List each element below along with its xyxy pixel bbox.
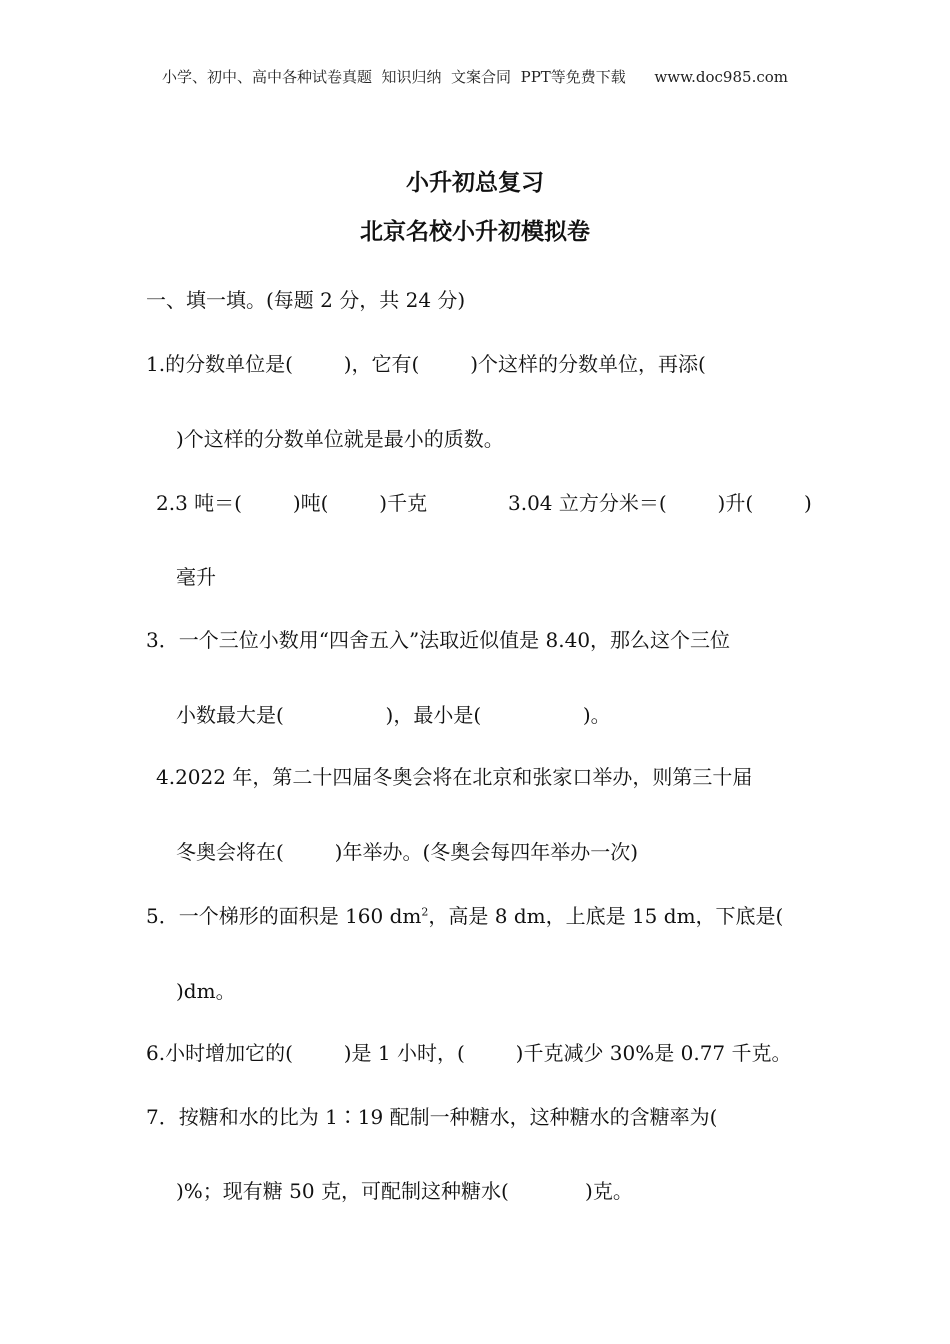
- question-7-line-2: )%；现有糖 50 克，可配制这种糖水( )克。: [176, 1179, 633, 1203]
- sub-title: 北京名校小升初模拟卷: [360, 219, 590, 245]
- question-4-line-1: 4.2022 年，第二十四届冬奥会将在北京和张家口举办，则第三十届: [156, 765, 753, 789]
- question-1-line-1: 1.的分数单位是( )，它有( )个这样的分数单位，再添(: [146, 352, 706, 376]
- squared-superscript: 2: [421, 905, 429, 919]
- main-title: 小升初总复习: [406, 170, 544, 196]
- question-2-right: 3.04 立方分米＝( )升( ): [508, 491, 812, 515]
- question-4-line-2: 冬奥会将在( )年举办。(冬奥会每四年举办一次): [176, 840, 639, 864]
- question-6-line-1: 6.小时增加它的( )是 1 小时，( )千克减少 30%是 0.77 千克。: [146, 1041, 792, 1065]
- question-5-line-2: )dm。: [176, 979, 236, 1003]
- question-5-text-b: ，高是 8 dm，上底是 15 dm，下底是(: [428, 904, 784, 928]
- section-heading: 一、填一填。(每题 2 分，共 24 分): [146, 288, 466, 312]
- question-5-text-a: 5．一个梯形的面积是 160 dm: [146, 904, 422, 928]
- question-3-line-1: 3．一个三位小数用“四舍五入”法取近似值是 8.40，那么这个三位: [146, 628, 731, 652]
- question-2-line-2: 毫升: [176, 565, 216, 589]
- page-header-banner: 小学、初中、高中各种试卷真题 知识归纳 文案合同 PPT等免费下载 www.doc985.com: [161, 68, 788, 86]
- question-5-line-1: [146, 906, 783, 926]
- question-7-line-1: 7．按糖和水的比为 1∶19 配制一种糖水，这种糖水的含糖率为(: [146, 1105, 718, 1129]
- question-2-left: 2.3 吨＝( )吨( )千克: [156, 491, 428, 515]
- question-1-line-2: )个这样的分数单位就是最小的质数。: [176, 427, 504, 451]
- question-3-line-2: 小数最大是( )，最小是( )。: [176, 703, 611, 727]
